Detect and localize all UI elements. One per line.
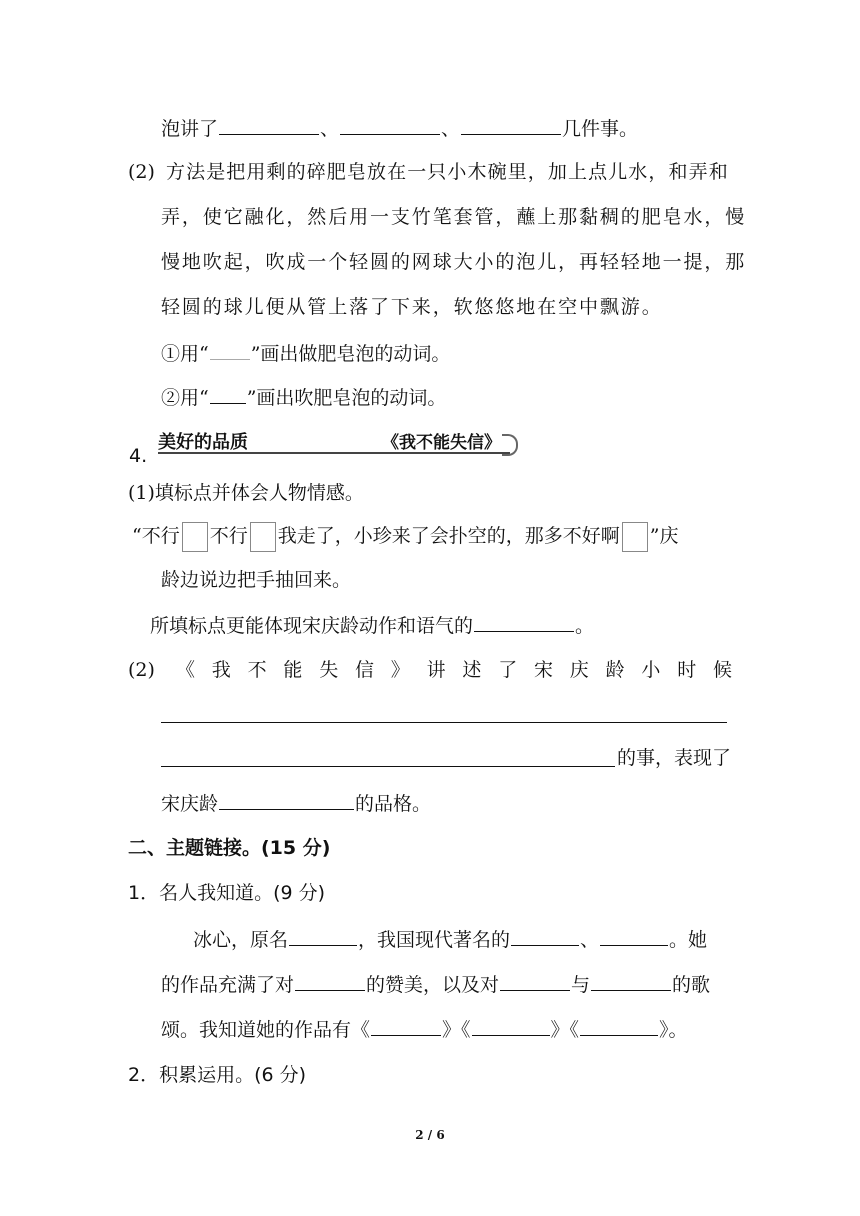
q4-part1-label: (1)填标点并体会人物情感。 bbox=[128, 482, 364, 504]
task-2-text: ②用“ bbox=[161, 387, 209, 409]
prompt-char: 能 bbox=[283, 659, 303, 681]
q1-text: 颂。我知道她的作品有《 bbox=[161, 1019, 371, 1041]
passage-line: 方法是把用剩的碎肥皂放在一只小木碗里，加上点儿水，和弄和 bbox=[166, 161, 729, 183]
q1-line-1 bbox=[193, 925, 707, 954]
q3-tail-prefix: 泡讲了 bbox=[161, 118, 219, 140]
prompt-char: 候 bbox=[713, 659, 733, 681]
task-1-text: ①用“ bbox=[161, 343, 209, 365]
q4-part2-number: (2) bbox=[128, 659, 155, 681]
q1-text: 的歌 bbox=[672, 974, 711, 996]
passage-line: 轻圆的球儿便从管上落了下来，软悠悠地在空中飘游。 bbox=[161, 296, 663, 318]
answer-blank[interactable] bbox=[295, 970, 365, 991]
passage-line: 弄，使它融化，然后用一支竹笔套管，蘸上那黏稠的肥皂水，慢 bbox=[161, 206, 747, 228]
q1-text: 的赞美，以及对 bbox=[366, 974, 500, 996]
passage-line: 慢地吹起，吹成一个轻圆的网球大小的泡儿，再轻轻地一提，那 bbox=[161, 251, 747, 273]
answer-blank[interactable] bbox=[289, 925, 357, 946]
answer-blank[interactable] bbox=[340, 114, 440, 135]
answer-blank[interactable] bbox=[591, 970, 671, 991]
prompt-char: 宋 bbox=[534, 659, 554, 681]
prompt-char: 信 bbox=[355, 659, 375, 681]
separator: 、 bbox=[320, 118, 340, 140]
prompt-char: 我 bbox=[211, 659, 231, 681]
answer-blank[interactable] bbox=[371, 1015, 441, 1036]
quote-text: “不行 bbox=[132, 525, 180, 547]
q1-text: 》。 bbox=[659, 1019, 688, 1041]
answer-blank[interactable] bbox=[472, 1015, 550, 1036]
prompt-char: 时 bbox=[677, 659, 697, 681]
q1-text: 冰心，原名 bbox=[193, 929, 289, 951]
prompt-char: 失 bbox=[319, 659, 339, 681]
q1-text: 。她 bbox=[669, 929, 708, 951]
banner-curl bbox=[502, 434, 518, 456]
quote-line bbox=[132, 522, 678, 552]
answer-line[interactable] bbox=[161, 766, 615, 767]
wavy-underline-sample bbox=[210, 339, 250, 360]
straight-underline-sample bbox=[210, 383, 246, 404]
answer-blank[interactable] bbox=[219, 789, 354, 810]
prompt-char: 了 bbox=[498, 659, 518, 681]
answer-blank[interactable] bbox=[580, 1015, 658, 1036]
answer-blank[interactable] bbox=[461, 114, 561, 135]
q3-tail-line bbox=[161, 114, 638, 143]
q1-text: 》《 bbox=[442, 1019, 471, 1041]
q4-part1-tail bbox=[150, 611, 594, 640]
answer-blank[interactable] bbox=[500, 970, 570, 991]
q1-line-2 bbox=[161, 970, 710, 999]
q1-text: 与 bbox=[571, 974, 591, 996]
q4-part1-tail-text: 所填标点更能体现宋庆龄动作和语气的 bbox=[150, 615, 474, 637]
punctuation-box[interactable] bbox=[622, 522, 648, 552]
q4-part2-tail-b bbox=[161, 789, 431, 818]
task-1-text: ”画出做肥皂泡的动词。 bbox=[250, 343, 451, 365]
prompt-char: 》 bbox=[390, 659, 410, 681]
quote-line-2: 龄边说边把手抽回来。 bbox=[161, 569, 352, 591]
answer-blank[interactable] bbox=[511, 925, 579, 946]
quote-text: ”庆 bbox=[649, 525, 679, 547]
section-heading-text: 二、主题链接。(15 分) bbox=[128, 837, 331, 859]
task-2-text: ”画出吹肥皂泡的动词。 bbox=[246, 387, 447, 409]
section-banner bbox=[158, 428, 520, 458]
answer-blank[interactable] bbox=[600, 925, 668, 946]
answer-blank[interactable] bbox=[474, 611, 574, 632]
q1-text: ，我国现代著名的 bbox=[358, 929, 511, 951]
q4-part2-tail-text: 宋庆龄 bbox=[161, 793, 219, 815]
q4-part1-tail-text: 。 bbox=[575, 615, 595, 637]
section-heading bbox=[128, 834, 330, 862]
q1-text: 的作品充满了对 bbox=[161, 974, 295, 996]
prompt-char: 小 bbox=[641, 659, 661, 681]
q4-number: 4. bbox=[129, 445, 148, 467]
q3-tail-suffix: 几件事。 bbox=[562, 118, 639, 140]
task-2 bbox=[161, 383, 446, 412]
q1-label: 1．名人我知道。(9 分) bbox=[128, 882, 326, 904]
banner-title: 美好的品质 bbox=[158, 432, 248, 453]
quote-text: 我走了，小珍来了会扑空的，那多不好啊 bbox=[277, 525, 620, 547]
spaced-prompt-line bbox=[176, 656, 732, 684]
prompt-char: 龄 bbox=[605, 659, 625, 681]
task-1 bbox=[161, 339, 450, 368]
quote-text: 不行 bbox=[209, 525, 248, 547]
banner-book-title: 《我不能失信》 bbox=[382, 433, 501, 453]
separator: 、 bbox=[441, 118, 461, 140]
answer-blank[interactable] bbox=[219, 114, 319, 135]
q3-2-number: (2) bbox=[128, 161, 155, 183]
page-number: 2 / 6 bbox=[415, 1128, 445, 1142]
q1-text: 》《 bbox=[550, 1019, 580, 1041]
q1-line-3 bbox=[161, 1015, 688, 1044]
prompt-char: 述 bbox=[462, 659, 482, 681]
punctuation-box[interactable] bbox=[182, 522, 208, 552]
punctuation-box[interactable] bbox=[250, 522, 276, 552]
prompt-char: 庆 bbox=[569, 659, 589, 681]
q2-label: 2．积累运用。(6 分) bbox=[128, 1064, 307, 1086]
prompt-char: 《 bbox=[176, 659, 196, 681]
prompt-char: 不 bbox=[247, 659, 267, 681]
prompt-char: 讲 bbox=[426, 659, 446, 681]
answer-line[interactable] bbox=[161, 722, 727, 723]
q4-part2-tail-a: 的事，表现了 bbox=[617, 747, 732, 769]
q4-part2-tail-text: 的品格。 bbox=[355, 793, 432, 815]
q1-text: 、 bbox=[580, 929, 600, 951]
